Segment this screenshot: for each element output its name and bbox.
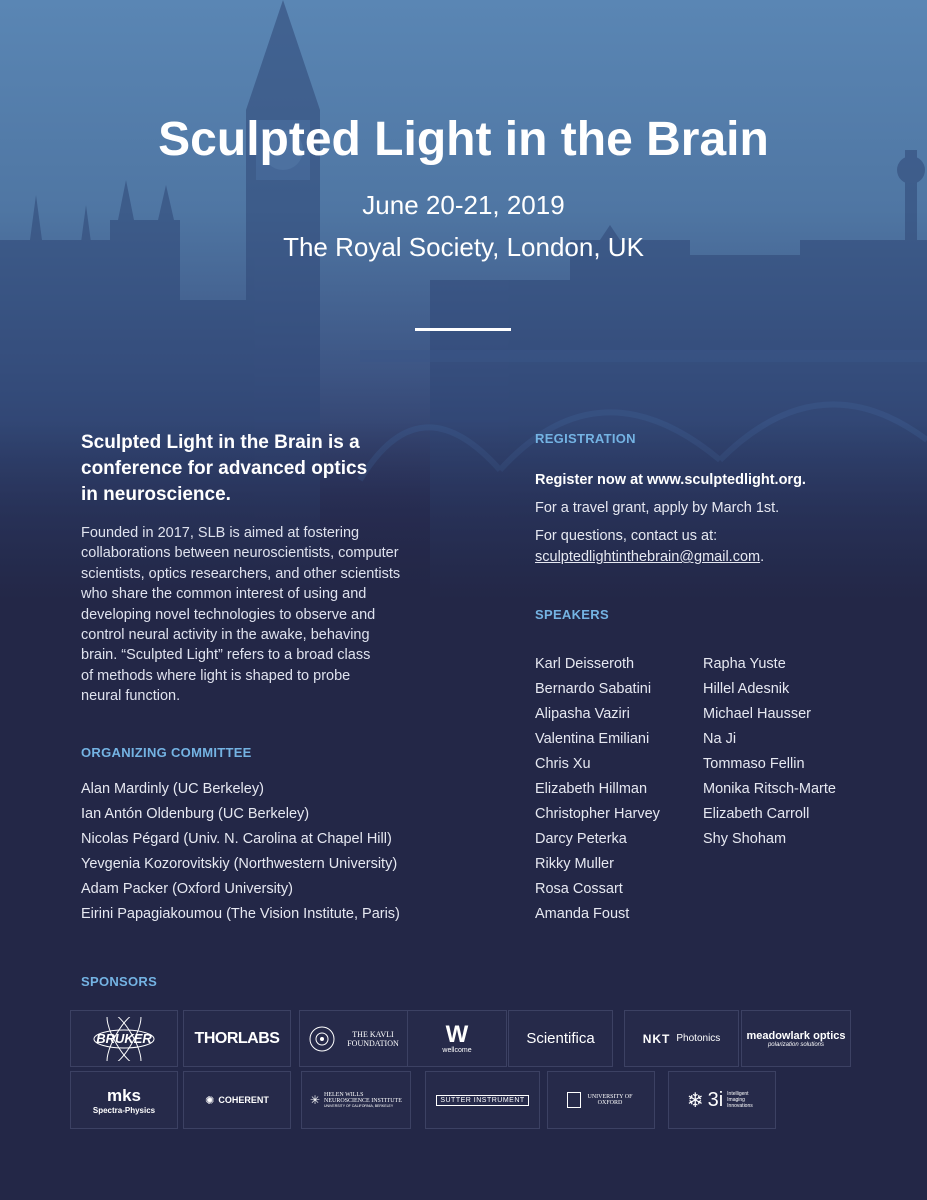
- contact-email-row: [535, 549, 764, 565]
- travel-grant-line: For a travel grant, apply by March 1st.: [535, 500, 780, 516]
- sutter-logo: [425, 1071, 540, 1129]
- title-divider: [415, 328, 511, 331]
- event-date: June 20-21, 2019: [362, 190, 565, 220]
- intro-body-line: developing novel technologies to observe and: [81, 606, 376, 623]
- helen-wills-logo-text: HELEN WILLS NEUROSCIENCE INSTITUTE: [324, 1092, 402, 1104]
- scientifica-logo-text: Scientifica: [526, 1030, 595, 1047]
- wellcome-logo: [407, 1010, 507, 1067]
- wellcome-logo-mark: W: [445, 1021, 469, 1048]
- wellcome-logo-text: wellcome: [442, 1047, 472, 1054]
- intro-body-line: brain. “Sculpted Light” refers to a broad class: [81, 647, 371, 664]
- spectra-physics-text: Spectra-Physics: [92, 1105, 156, 1115]
- nkt-logo: [624, 1010, 739, 1067]
- 3i-logo-text: 3i: [707, 1088, 724, 1111]
- bruker-logo-text: BRUKER: [96, 1031, 152, 1046]
- nkt-logo-mark: NKT: [642, 1031, 671, 1046]
- snowflake-icon: ❄: [686, 1089, 704, 1112]
- speaker-name: Elizabeth Hillman: [535, 781, 648, 797]
- committee-member: Adam Packer (Oxford University): [81, 881, 293, 897]
- intro-heading-line: conference for advanced optics: [81, 458, 368, 479]
- speaker-name: Karl Deisseroth: [535, 656, 635, 672]
- intro-heading-line: in neuroscience.: [81, 484, 231, 505]
- thorlabs-logo: [183, 1010, 291, 1067]
- intro-body-line: of methods where light is shaped to probe: [81, 667, 351, 684]
- event-venue: The Royal Society, London, UK: [283, 232, 644, 262]
- oxford-logo: [547, 1071, 655, 1129]
- sponsors-label: SPONSORS: [81, 974, 158, 989]
- kavli-logo-text: THE KAVLI FOUNDATION: [347, 1029, 399, 1048]
- coherent-star-icon: ✺: [205, 1094, 215, 1107]
- meadowlark-logo: [741, 1010, 851, 1067]
- speaker-name: Bernardo Sabatini: [535, 681, 652, 697]
- kavli-mandala-icon: [307, 1024, 337, 1054]
- thorlabs-logo-text: THORLABS: [194, 1029, 280, 1047]
- organizing-committee-list: [81, 777, 400, 927]
- speaker-name: Elizabeth Carroll: [703, 806, 810, 822]
- register-line: Register now at www.sculptedlight.org.: [535, 472, 806, 488]
- intro-heading-line: Sculpted Light in the Brain is a: [81, 432, 360, 453]
- 3i-logo-sub: Intelligent Imaging Innovations: [727, 1091, 753, 1109]
- page-title: Sculpted Light in the Brain: [158, 113, 769, 166]
- speaker-name: Alipasha Vaziri: [535, 706, 630, 722]
- 3i-logo: [668, 1071, 776, 1129]
- organizing-committee-label: ORGANIZING COMMITTEE: [81, 745, 252, 760]
- helen-wills-logo: [301, 1071, 411, 1129]
- questions-line: For questions, contact us at:: [535, 528, 718, 544]
- speaker-name: Christopher Harvey: [535, 806, 660, 822]
- committee-member: Eirini Papagiakoumou (The Vision Institute, Paris): [81, 906, 400, 922]
- intro-body-line: Founded in 2017, SLB is aimed at fostering: [81, 525, 360, 541]
- oxford-logo-text: UNIVERSITY OF OXFORD: [587, 1094, 633, 1106]
- speakers-column-1: [535, 652, 660, 927]
- speaker-name: Rosa Cossart: [535, 881, 623, 897]
- speaker-name: Hillel Adesnik: [703, 681, 790, 697]
- contact-email-link[interactable]: sculptedlightinthebrain@gmail.com: [535, 549, 761, 565]
- speaker-name: Michael Hausser: [703, 706, 811, 722]
- mks-logo-text: mks: [106, 1085, 142, 1105]
- scientifica-logo: [508, 1010, 613, 1067]
- meadowlark-logo-text: meadowlark optics: [746, 1029, 846, 1042]
- speaker-name: Darcy Peterka: [535, 831, 627, 847]
- speaker-name: Rapha Yuste: [703, 656, 786, 672]
- helen-wills-text-block: [324, 1092, 402, 1108]
- committee-member: Yevgenia Kozorovitskiy (Northwestern University): [81, 856, 398, 872]
- speakers-column-2: [703, 652, 836, 852]
- speaker-name: Na Ji: [703, 731, 737, 747]
- speaker-name: Valentina Emiliani: [535, 731, 650, 747]
- mks-logo: [70, 1071, 178, 1129]
- speaker-name: Shy Shoham: [703, 831, 787, 847]
- speaker-name: Chris Xu: [535, 756, 591, 772]
- neuron-icon: ✳: [309, 1093, 321, 1107]
- intro-heading: [81, 430, 401, 508]
- registration-label: REGISTRATION: [535, 431, 636, 446]
- oxford-crest-icon: [567, 1092, 581, 1108]
- intro-body-line: scientists, optics researchers, and other scientists: [81, 565, 401, 582]
- bruker-logo: [70, 1010, 178, 1067]
- intro-body-line: who share the common interest of using and: [81, 586, 367, 603]
- speaker-name: Rikky Muller: [535, 856, 614, 872]
- intro-body-line: neural function.: [81, 688, 181, 705]
- speakers-label: SPEAKERS: [535, 607, 609, 622]
- committee-member: Nicolas Pégard (Univ. N. Carolina at Chapel Hill): [81, 831, 392, 847]
- intro-body-line: collaborations between neuroscientists, computer: [81, 545, 399, 562]
- sutter-logo-text: SUTTER INSTRUMENT: [436, 1095, 528, 1106]
- meadowlark-logo-sub: polarization solutions: [767, 1041, 825, 1048]
- speaker-name: Tommaso Fellin: [703, 756, 805, 772]
- committee-member: Alan Mardinly (UC Berkeley): [81, 781, 264, 797]
- coherent-logo: [183, 1071, 291, 1129]
- intro-body-line: control neural activity in the awake, behaving: [81, 627, 370, 644]
- kavli-logo: [299, 1010, 411, 1067]
- committee-member: Ian Antón Oldenburg (UC Berkeley): [81, 806, 310, 822]
- speaker-name: Amanda Foust: [535, 906, 630, 922]
- helen-wills-logo-sub: UNIVERSITY OF CALIFORNIA, BERKELEY: [324, 1104, 394, 1108]
- nkt-logo-text: Photonics: [676, 1033, 721, 1044]
- contact-email-period: .: [760, 549, 765, 565]
- coherent-logo-text: COHERENT: [218, 1095, 269, 1105]
- intro-body: [81, 523, 426, 707]
- speaker-name: Monika Ritsch-Marte: [703, 781, 836, 797]
